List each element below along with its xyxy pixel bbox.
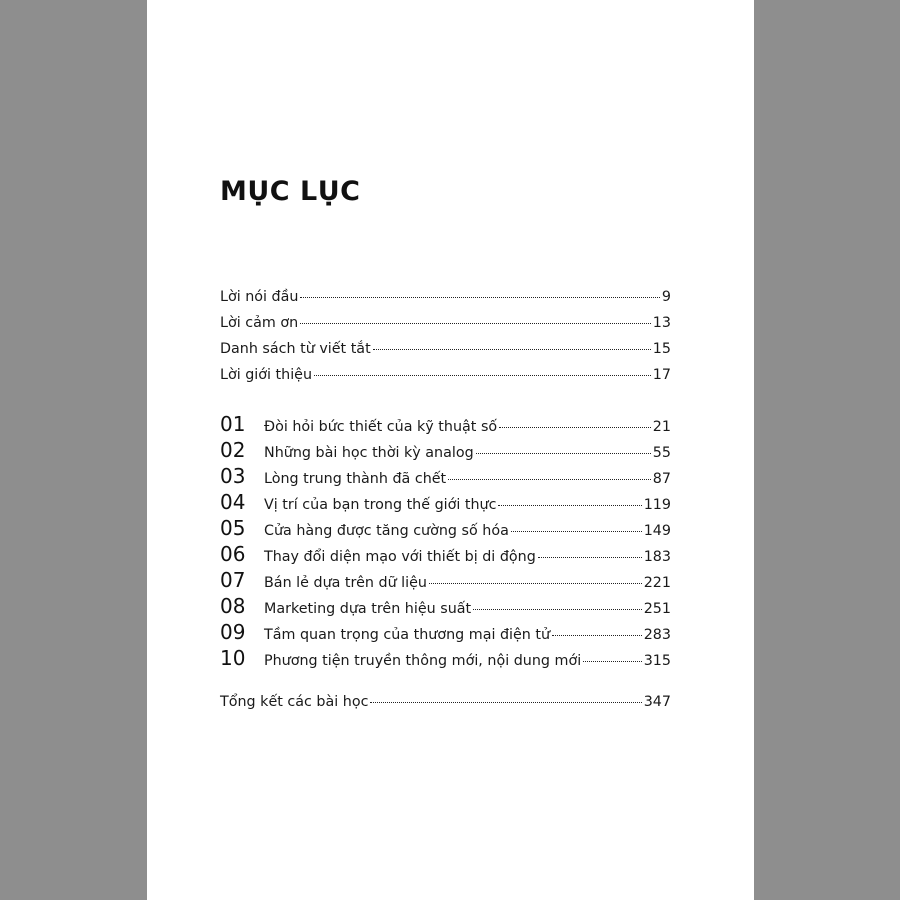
dot-leader — [429, 583, 642, 584]
chapter-number: 06 — [220, 542, 246, 566]
chapter-title: Bán lẻ dựa trên dữ liệu — [264, 575, 427, 591]
toc-entry-page: 347 — [643, 694, 671, 710]
dot-leader — [300, 297, 659, 298]
chapter-page: 283 — [643, 627, 671, 643]
toc-entry-acknowledgements — [220, 315, 671, 337]
dot-leader — [511, 531, 642, 532]
toc-entry-preface — [220, 289, 671, 311]
chapter-number: 10 — [220, 646, 246, 670]
chapter-page: 315 — [643, 653, 671, 669]
dot-leader — [583, 661, 642, 662]
toc-entry-page: 15 — [652, 341, 671, 357]
chapter-title: Thay đổi diện mạo với thiết bị di động — [264, 549, 536, 565]
toc-entry-page: 13 — [652, 315, 671, 331]
toc-chapter-10 — [220, 646, 671, 668]
toc-entry-page: 9 — [661, 289, 671, 305]
chapter-number: 07 — [220, 568, 246, 592]
chapter-title: Lòng trung thành đã chết — [264, 471, 447, 487]
chapter-page: 221 — [643, 575, 671, 591]
toc-entry-page: 17 — [652, 367, 671, 383]
chapter-page: 251 — [643, 601, 671, 617]
toc-chapter-09 — [220, 620, 671, 642]
dot-leader — [448, 479, 651, 480]
chapter-number: 01 — [220, 412, 246, 436]
toc-entry-label: Tổng kết các bài học — [220, 694, 369, 710]
toc-chapter-06 — [220, 542, 671, 564]
chapter-number: 08 — [220, 594, 246, 618]
toc-chapter-01 — [220, 412, 671, 434]
toc-entry-label: Lời giới thiệu — [220, 367, 313, 383]
chapter-title: Marketing dựa trên hiệu suất — [264, 601, 472, 617]
chapter-page: 21 — [652, 419, 671, 435]
dot-leader — [370, 702, 641, 703]
dot-leader — [373, 349, 651, 350]
dot-leader — [498, 505, 641, 506]
dot-leader — [473, 609, 642, 610]
book-page — [147, 0, 754, 900]
chapter-title: Đòi hỏi bức thiết của kỹ thuật số — [264, 419, 498, 435]
chapter-page: 87 — [652, 471, 671, 487]
dot-leader — [314, 375, 651, 376]
toc-chapter-05 — [220, 516, 671, 538]
toc-title: MỤC LỤC — [220, 176, 361, 207]
toc-entry-summary — [220, 694, 671, 716]
toc-chapter-07 — [220, 568, 671, 590]
dot-leader — [538, 557, 642, 558]
dot-leader — [476, 453, 651, 454]
toc-entry-label: Lời nói đầu — [220, 289, 299, 305]
chapter-page: 119 — [643, 497, 671, 513]
chapter-number: 03 — [220, 464, 246, 488]
toc-chapter-04 — [220, 490, 671, 512]
chapter-number: 09 — [220, 620, 246, 644]
chapter-page: 183 — [643, 549, 671, 565]
chapter-number: 02 — [220, 438, 246, 462]
toc-chapter-08 — [220, 594, 671, 616]
toc-chapter-03 — [220, 464, 671, 486]
dot-leader — [552, 635, 642, 636]
chapter-title: Phương tiện truyền thông mới, nội dung mới — [264, 653, 582, 669]
dot-leader — [499, 427, 651, 428]
chapter-title: Cửa hàng được tăng cường số hóa — [264, 523, 509, 539]
chapter-page: 149 — [643, 523, 671, 539]
toc-entry-abbreviations — [220, 341, 671, 363]
toc-entry-introduction — [220, 367, 671, 389]
chapter-number: 04 — [220, 490, 246, 514]
toc-entry-label: Lời cảm ơn — [220, 315, 299, 331]
dot-leader — [300, 323, 651, 324]
chapter-title: Những bài học thời kỳ analog — [264, 445, 474, 461]
chapter-page: 55 — [652, 445, 671, 461]
chapter-number: 05 — [220, 516, 246, 540]
toc-entry-label: Danh sách từ viết tắt — [220, 341, 371, 357]
chapter-title: Vị trí của bạn trong thế giới thực — [264, 497, 497, 513]
toc-chapter-02 — [220, 438, 671, 460]
chapter-title: Tầm quan trọng của thương mại điện tử — [264, 627, 551, 643]
